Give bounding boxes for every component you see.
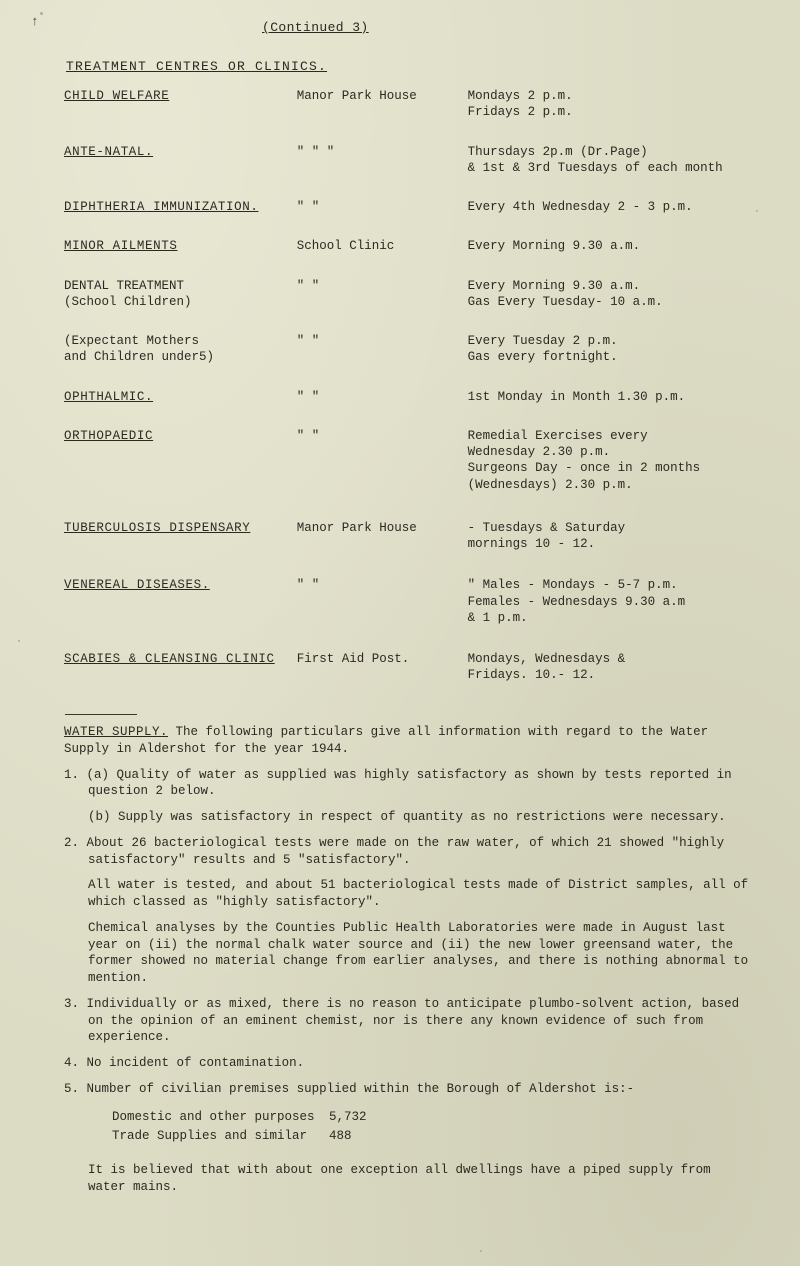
item-text: (b) Supply was satisfactory in respect of quantity as no restrictions were necessary. xyxy=(88,810,726,824)
list-item xyxy=(64,1081,754,1098)
list-item xyxy=(64,835,754,869)
clinics-schedule-table xyxy=(64,88,744,697)
item-number: 1. xyxy=(64,767,80,782)
clinic-place: " " xyxy=(296,578,320,593)
table-row xyxy=(64,565,744,639)
item-number: 4. xyxy=(64,1056,80,1070)
clinic-times: Every Tuesday 2 p.m. Gas every fortnight. xyxy=(467,334,618,365)
table-row xyxy=(64,506,744,566)
table-row xyxy=(64,639,744,697)
list-item xyxy=(64,877,754,911)
item-text: (a) Quality of water as supplied was highly satisfactory as shown by tests reported in question 2 below. xyxy=(86,767,732,799)
water-supply-intro-text: The following particulars give all information with regard to the Water Supply in Aldershot for the year 1944. xyxy=(64,725,709,756)
list-item xyxy=(64,767,754,801)
item-text: No incident of contamination. xyxy=(86,1056,305,1070)
clinic-place: " " " xyxy=(296,144,335,159)
water-supply-intro xyxy=(64,724,754,758)
section-title: TREATMENT CENTRES OR CLINICS. xyxy=(66,59,328,74)
clinic-place: " " xyxy=(296,428,320,443)
clinic-service-name: (Expectant Mothers and Children under5) xyxy=(64,334,215,365)
clinic-service-name: DENTAL TREATMENT (School Children) xyxy=(64,278,192,309)
item-text: Chemical analyses by the Counties Public Health Laboratories were made in August last year on (ii) the normal chalk water source and (ii) the new lower greensand water, the former showed no material change from earlier analyses, and there is nothing abnormal to mention. xyxy=(88,920,749,985)
clinic-times: Every Morning 9.30 a.m. xyxy=(467,239,641,254)
table-row xyxy=(64,88,744,134)
clinic-service-name: ORTHOPAEDIC xyxy=(64,428,154,443)
list-item xyxy=(64,996,754,1046)
clinic-place: First Aid Post. xyxy=(296,652,410,666)
table-row xyxy=(64,323,744,379)
premises-label: Trade Supplies and similar xyxy=(112,1129,308,1144)
table-row xyxy=(64,418,744,506)
item-text: Number of civilian premises supplied within the Borough of Aldershot is:- xyxy=(86,1081,635,1096)
clinic-service-name: MINOR AILMENTS xyxy=(64,239,178,254)
clinic-service-name: OPHTHALMIC. xyxy=(64,389,154,404)
paper-speck xyxy=(40,12,43,15)
clinic-times: - Tuesdays & Saturday mornings 10 - 12. xyxy=(467,520,626,551)
water-supply-title: WATER SUPPLY. xyxy=(64,725,169,739)
item-number: 5. xyxy=(64,1081,80,1096)
clinic-place: " " xyxy=(296,200,320,214)
list-item xyxy=(64,809,754,826)
table-row xyxy=(64,228,744,267)
list-item xyxy=(64,1055,754,1072)
table-row xyxy=(64,189,744,228)
clinic-times: Remedial Exercises every Wednesday 2.30 p.m. Surgeons Day - once in 2 months (Wednesdays) 2.30 p.m. xyxy=(467,428,701,492)
closing-paragraph: It is believed that with about one exception all dwellings have a piped supply from water mains. xyxy=(88,1163,711,1194)
item-number: 3. xyxy=(64,996,80,1011)
clinic-times: Every 4th Wednesday 2 - 3 p.m. xyxy=(467,200,693,214)
clinic-place: " " xyxy=(296,278,320,293)
clinic-place: " " xyxy=(296,334,320,348)
clinic-place: Manor Park House xyxy=(296,89,417,103)
clinic-times: " Males - Mondays - 5-7 p.m. Females - Wednesdays 9.30 a.m & 1 p.m. xyxy=(467,578,686,625)
clinic-service-name: TUBERCULOSIS DISPENSARY xyxy=(64,520,251,535)
premises-label: Domestic and other purposes xyxy=(112,1109,315,1124)
table-row xyxy=(64,268,744,324)
table-row xyxy=(112,1109,367,1127)
clinic-times: 1st Monday in Month 1.30 p.m. xyxy=(467,389,686,404)
item-text: Individually or as mixed, there is no reason to anticipate plumbo-solvent action, based on the opinion of an eminent chemist, nor is there any known evidence of such from experience. xyxy=(86,996,740,1045)
margin-mark: ↑ xyxy=(31,14,39,29)
premises-value: 488 xyxy=(329,1129,352,1144)
water-supply-section xyxy=(64,712,754,1205)
clinic-times: Mondays 2 p.m. Fridays 2 p.m. xyxy=(467,89,573,120)
clinic-place: School Clinic xyxy=(296,239,395,254)
paper-speck xyxy=(756,210,758,212)
table-row xyxy=(64,134,744,190)
clinic-service-name: SCABIES & CLEANSING CLINIC xyxy=(64,652,275,666)
table-row xyxy=(112,1128,367,1146)
paper-speck xyxy=(18,640,20,642)
clinic-service-name: DIPHTHERIA IMMUNIZATION. xyxy=(64,200,259,214)
clinic-times: Thursdays 2p.m (Dr.Page) & 1st & 3rd Tuesdays of each month xyxy=(467,144,723,175)
item-text: All water is tested, and about 51 bacteriological tests made of District samples, all of which classed as "highly satisfactory". xyxy=(88,878,749,909)
item-text: About 26 bacteriological tests were made on the raw water, of which 21 showed "highly satisfactory" results and 5 "satisfactory". xyxy=(86,835,725,867)
clinic-place: " " xyxy=(296,389,320,404)
page-header-continued: (Continued 3) xyxy=(262,20,369,35)
clinic-service-name: ANTE-NATAL. xyxy=(64,144,154,159)
item-number: 2. xyxy=(64,835,80,850)
list-item xyxy=(64,920,754,987)
clinic-service-name: CHILD WELFARE xyxy=(64,89,170,103)
clinic-times: Every Morning 9.30 a.m. Gas Every Tuesday- 10 a.m. xyxy=(467,278,663,309)
premises-table xyxy=(110,1107,369,1149)
section-divider xyxy=(65,714,137,715)
table-row xyxy=(64,379,744,418)
clinic-place: Manor Park House xyxy=(296,520,417,535)
paper-speck xyxy=(480,1250,482,1252)
premises-value: 5,732 xyxy=(329,1109,367,1124)
clinic-times: Mondays, Wednesdays & Fridays. 10.- 12. xyxy=(467,652,626,683)
clinic-service-name: VENEREAL DISEASES. xyxy=(64,578,210,593)
